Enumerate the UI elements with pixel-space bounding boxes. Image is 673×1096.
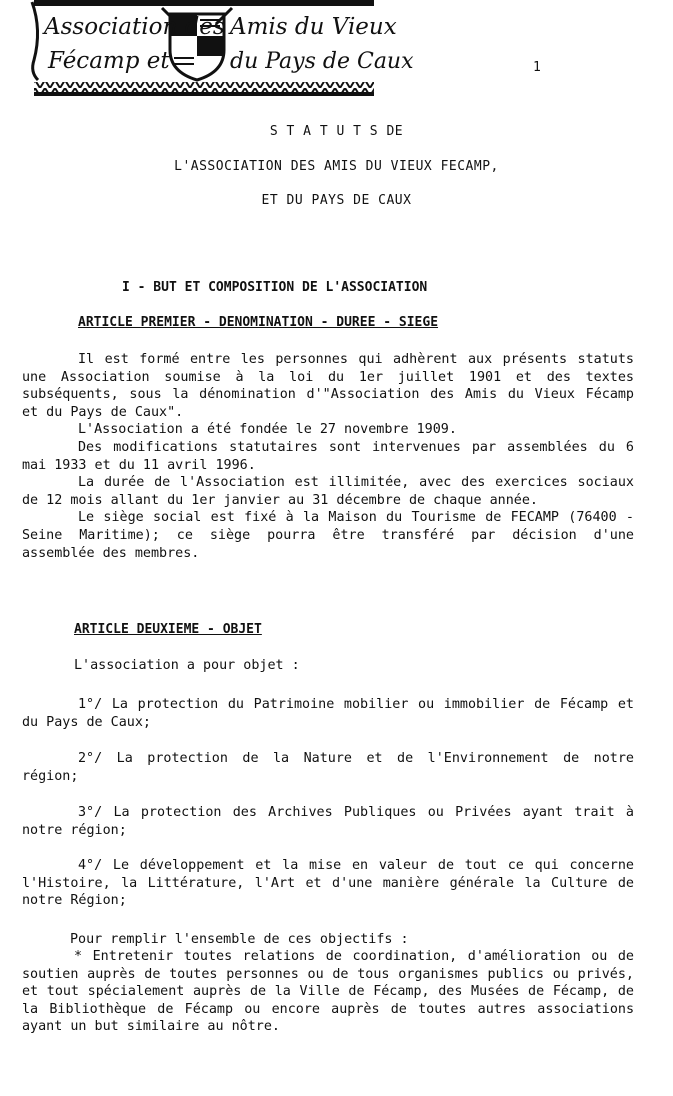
article-2-item-4-text: 4°/ Le développement et la mise en valeur de tout ce qui concerne l'Histoire, la Littérature, l'Art et d'une manière générale la Culture de notre Région; — [22, 858, 634, 909]
association-logo — [30, 0, 414, 100]
objectives-bullet-text: * Entretenir toutes relations de coordination, d'amélioration ou de soutien auprès de toutes personnes ou de tous organismes publics ou privés, et tout spécialement auprès de la Ville de Fécamp, des Musées de Fécamp, de la Bibliothèque de Fécamp ou encore auprès de toutes autres associations ayant un but similaire au nôtre. — [22, 949, 634, 1035]
article-2-heading: ARTICLE DEUXIEME - OBJET — [74, 622, 262, 637]
article-1-paragraph-2: L'Association a été fondée le 27 novembre 1909. — [78, 422, 457, 438]
article-1-body — [22, 351, 634, 562]
article-2-item-1-text: 1°/ La protection du Patrimoine mobilier ou immobilier de Fécamp et du Pays de Caux; — [22, 697, 634, 730]
article-1-paragraph-1: Il est formé entre les personnes qui adhèrent aux présents statuts une Association soumise à la loi du 1er juillet 1901 et des textes subséquents, sous la dénomination d'"Association des Amis du Vieux Fécamp et du Pays de Caux". — [22, 352, 634, 420]
title-line-2: L'ASSOCIATION DES AMIS DU VIEUX FECAMP, — [174, 159, 499, 174]
logo-line2-left: Fécamp et — [48, 48, 170, 74]
title-line-1: S T A T U T S DE — [269, 124, 404, 139]
article-2-intro: L'association a pour objet : — [74, 658, 300, 673]
section-heading: I - BUT ET COMPOSITION DE L'ASSOCIATION — [122, 280, 428, 295]
article-2-item-4 — [22, 857, 634, 910]
article-2-item-2-text: 2°/ La protection de la Nature et de l'Environnement de notre région; — [22, 751, 634, 784]
article-2-item-2 — [22, 750, 634, 785]
article-1-paragraph-5: Le siège social est fixé à la Maison du Tourisme de FECAMP (76400 - Seine Maritime); ce siège pourra être transféré par décision d'une assemblée des membres. — [22, 510, 634, 561]
logo-line1-left: Association des — [44, 14, 225, 40]
logo-line2-right: du Pays de Caux — [230, 49, 414, 74]
article-2-item-1 — [22, 696, 634, 731]
article-2-item-3 — [22, 804, 634, 839]
article-1-paragraph-3: Des modifications statutaires sont intervenues par assemblées du 6 mai 1933 et du 11 avril 1996. — [22, 439, 634, 473]
article-1-heading: ARTICLE PREMIER - DENOMINATION - DUREE - SIEGE — [78, 315, 439, 330]
logo-line1-right: Amis du Vieux — [230, 14, 397, 40]
title-line-3: ET DU PAYS DE CAUX — [261, 193, 412, 208]
objectives-bullet — [22, 948, 634, 1036]
article-1-paragraph-4: La durée de l'Association est illimitée, avec des exercices sociaux de 12 mois allant du 1er janvier au 31 décembre de chaque année. — [22, 475, 634, 508]
objectives-intro: Pour remplir l'ensemble de ces objectifs : — [70, 932, 409, 947]
page-number: 1 — [533, 60, 541, 75]
article-2-item-3-text: 3°/ La protection des Archives Publiques ou Privées ayant trait à notre région; — [22, 805, 634, 838]
